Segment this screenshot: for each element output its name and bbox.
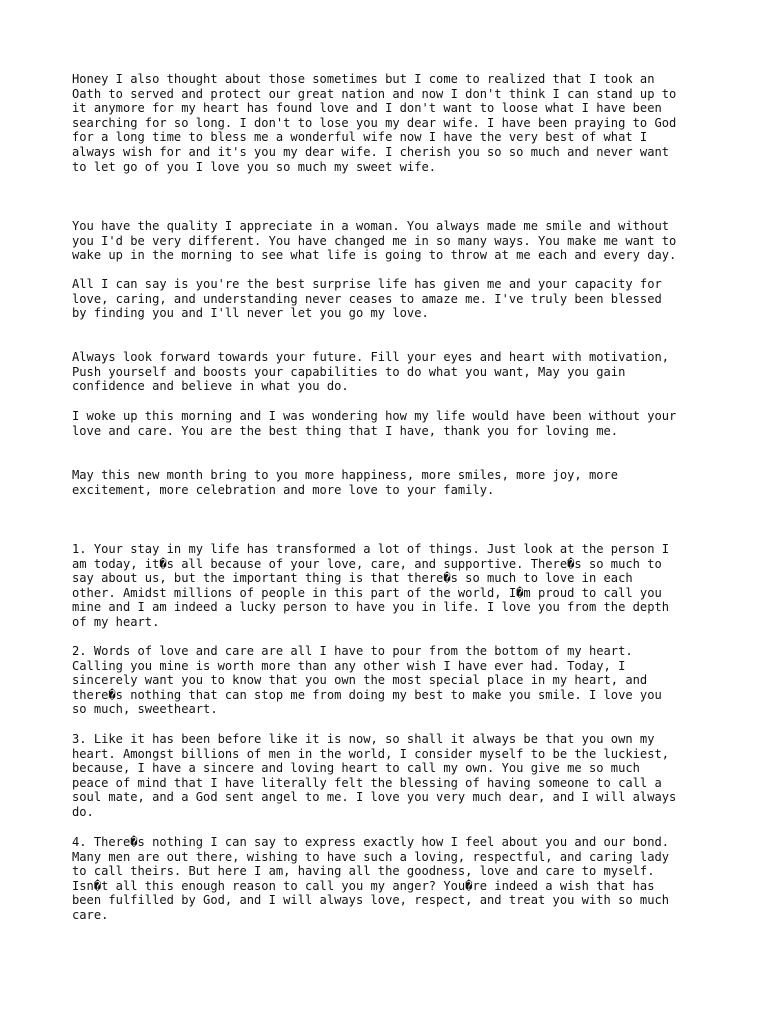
paragraph-oath: Honey I also thought about those sometimes but I come to realized that I took an Oath to served and protect our great nation and now I don't think I can stand up to it anymore for my heart has found love and I don't want to loose what I have been searching for so long. I don't to lose you my dear wife. I have been praying to God for a long time to bless me a wonderful wife now I have the very best of what I always wish for and it's you my dear wife. I cherish you so so much and never want to let go of you I love you so much my sweet wife. — [72, 72, 677, 174]
paragraph-new-month: May this new month bring to you more happiness, more smiles, more joy, more excitement, more celebration and more love to your family. — [72, 468, 619, 497]
paragraph-numbered-2: 2. Words of love and care are all I have to pour from the bottom of my heart. Calling you mine is worth more than any other wish I have ever had. Today, I sincerely want you to know that you own the most special place in my heart, and there�s nothing that can stop me from doing my best to make you smile. I love you so much, sweetheart. — [72, 644, 662, 717]
paragraph-numbered-4: 4. There�s nothing I can say to express exactly how I feel about you and our bond. Many men are out there, wishing to have such a loving, respectful, and caring lady to call theirs. But here I am, having all the goodness, love and care to myself. Isn�t all this enough reason to call you my anger? You�re indeed a wish that has been fulfilled by God, and I will always love, respect, and treat you with so much care. — [72, 835, 670, 922]
paragraph-woke-up: I woke up this morning and I was wondering how my life would have been without your love and care. You are the best thing that I have, thank you for loving me. — [72, 409, 677, 438]
paragraph-numbered-1: 1. Your stay in my life has transformed a lot of things. Just look at the person I am today, it�s all because of your love, care, and supportive. There�s so much to say about us, but the important thing is that there�s so much to love in each other. Amidst millions of people in this part of the world, I�m proud to call you mine and I am indeed a lucky person to have you in life. I love you from the depth of my heart. — [72, 542, 670, 629]
paragraph-numbered-3: 3. Like it has been before like it is now, so shall it always be that you own my heart. Amongst billions of men in the world, I consider myself to be the luckiest, because, I have a sincere and loving heart to call my own. You give me so much peace of mind that I have literally felt the blessing of having someone to call a soul mate, and a God sent angel to me. I love you very much dear, and I will always do. — [72, 732, 677, 819]
document-page — [72, 0, 712, 1024]
paragraph-best-surprise: All I can say is you're the best surprise life has given me and your capacity for love, caring, and understanding never ceases to amaze me. I've truly been blessed by finding you and I'll never let you go my love. — [72, 277, 662, 321]
paragraph-quality: You have the quality I appreciate in a woman. You always made me smile and without you I'd be very different. You have changed me in so many ways. You make me want to wake up in the morning to see what life is going to throw at me each and every day. — [72, 219, 677, 263]
paragraph-look-forward: Always look forward towards your future. Fill your eyes and heart with motivation, Push yourself and boosts your capabilities to do what you want, May you gain confidence and believe in what you do. — [72, 350, 670, 394]
